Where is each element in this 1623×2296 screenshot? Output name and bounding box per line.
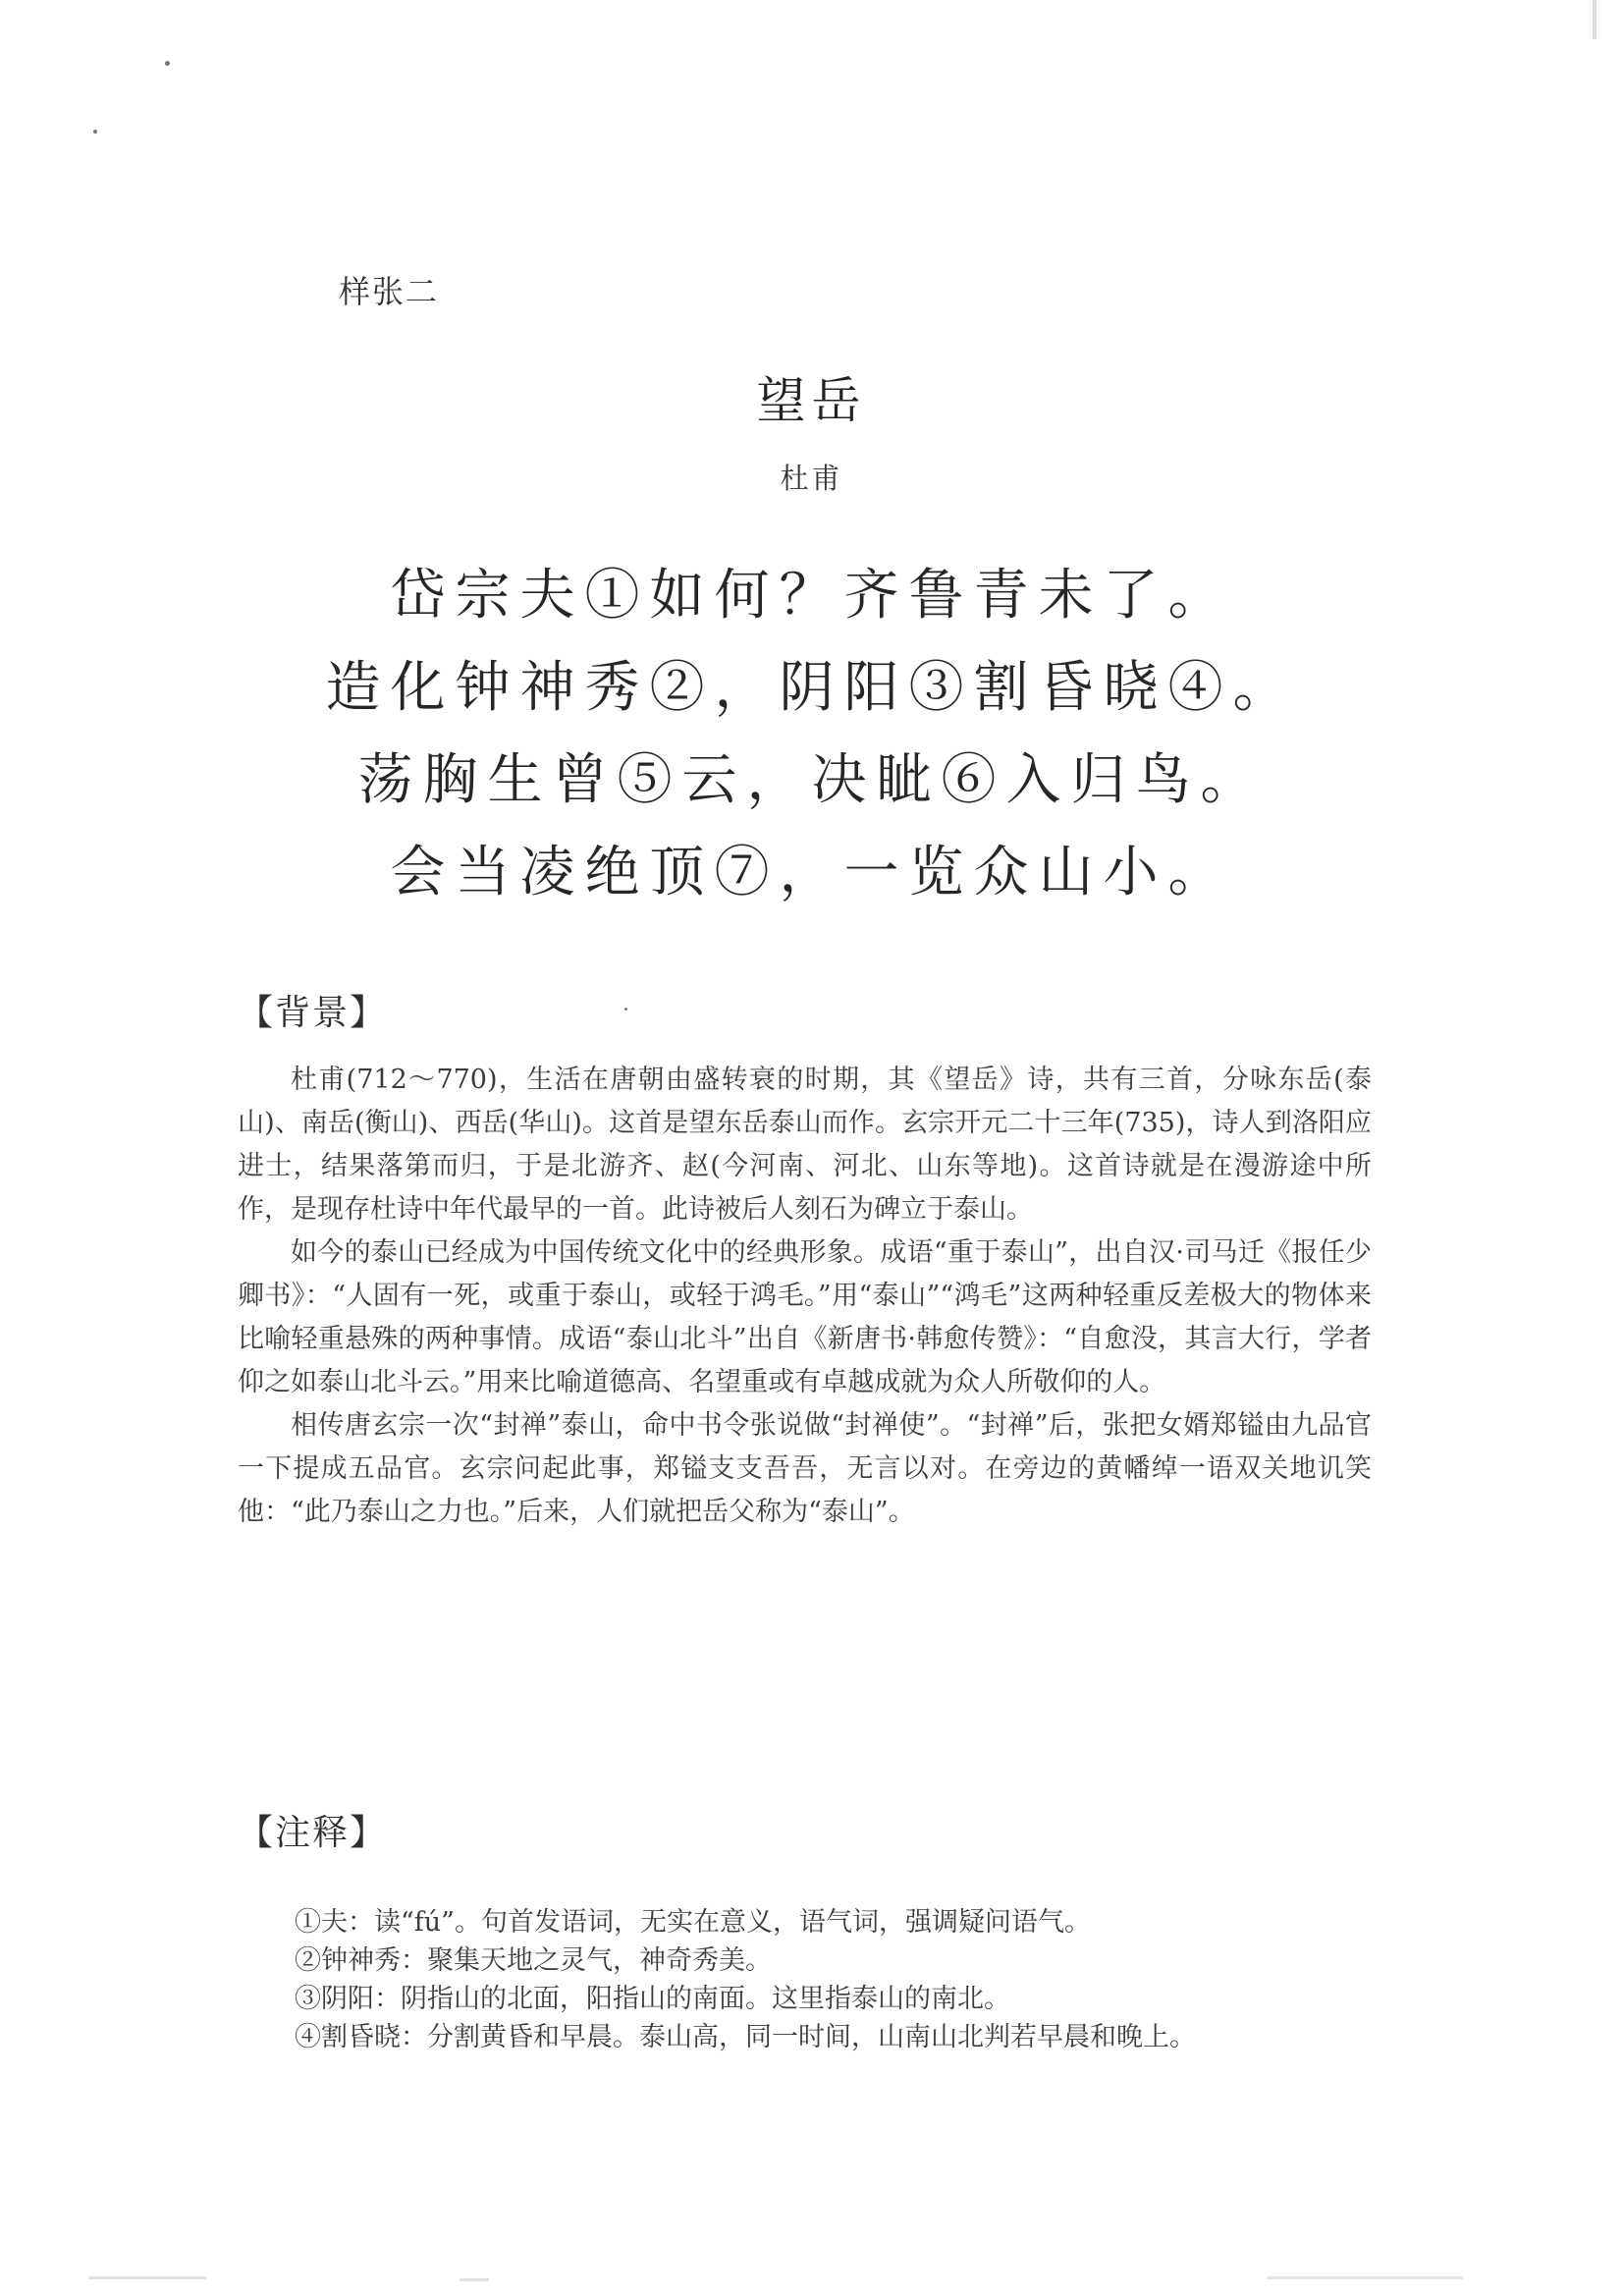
poem-line-2: 造化钟神秀②，阴阳③割昏晓④。	[325, 656, 1298, 720]
note-item-2: ②钟神秀：聚集天地之灵气，神奇秀美。	[295, 1945, 772, 1976]
poem-author: 杜甫	[780, 462, 843, 495]
sample-label: 样张二	[339, 273, 440, 310]
poem-body	[0, 550, 1623, 919]
scan-speck	[93, 130, 97, 134]
poem-line-4: 会当凌绝顶⑦，一览众山小。	[390, 841, 1233, 904]
background-paragraph-1: 杜甫(712～770)，生活在唐朝由盛转衰的时期，其《望岳》诗，共有三首，分咏东岳(泰山)、南岳(衡山)、西岳(华山)。这首是望东岳泰山而作。玄宗开元二十三年(735)，诗人到洛阳应进士，结果落第而归，于是北游齐、赵(今河南、河北、山东等地)。这首诗就是在漫游途中所作，是现存杜诗中年代最早的一首。此诗被后人刻石为碑立于泰山。	[238, 1065, 1372, 1225]
note-item-4: ④割昏晓：分割黄昏和早晨。泰山高，同一时间，山南山北判若早晨和晚上。	[295, 2022, 1196, 2052]
scan-edge-mark	[460, 2278, 489, 2281]
background-paragraph-3: 相传唐玄宗一次“封禅”泰山，命中书令张说做“封禅使”。“封禅”后，张把女婿郑镒由九品官一下提成五品官。玄宗问起此事，郑镒支支吾吾，无言以对。在旁边的黄幡绰一语双关地讥笑他：“此乃泰山之力也。”后来，人们就把岳父称为“泰山”。	[238, 1410, 1372, 1527]
background-paragraph-2: 如今的泰山已经成为中国传统文化中的经典形象。成语“重于泰山”，出自汉·司马迁《报任少卿书》：“人固有一死，或重于泰山，或轻于鸿毛。”用“泰山”“鸿毛”这两种轻重反差极大的物体来比喻轻重悬殊的两种事情。成语“泰山北斗”出自《新唐书·韩愈传赞》：“自愈没，其言大行，学者仰之如泰山北斗云。”用来比喻道德高、名望重或有卓越成就为众人所敬仰的人。	[238, 1237, 1372, 1397]
notes-section	[295, 1903, 1375, 2056]
scan-speck	[624, 1008, 627, 1011]
poem-title: 望岳	[756, 372, 867, 429]
poem-line-3: 荡胸生曾⑤云，决眦⑥入归鸟。	[357, 748, 1266, 812]
scan-edge-mark	[1267, 2276, 1463, 2279]
scan-edge-mark	[1593, 0, 1596, 39]
note-item-3: ③阴阳：阴指山的北面，阳指山的南面。这里指泰山的南北。	[295, 1984, 1010, 2014]
background-heading: 【背景】	[238, 993, 388, 1033]
background-section	[238, 1059, 1372, 1534]
scan-edge-mark	[88, 2276, 206, 2279]
note-item-1: ①夫：读“fú”。句首发语词，无实在意义，语气词，强调疑问语气。	[295, 1907, 1091, 1938]
notes-heading: 【注释】	[238, 1813, 388, 1853]
scan-speck	[165, 61, 170, 66]
poem-line-1: 岱宗夫①如何？齐鲁青未了。	[390, 564, 1233, 628]
